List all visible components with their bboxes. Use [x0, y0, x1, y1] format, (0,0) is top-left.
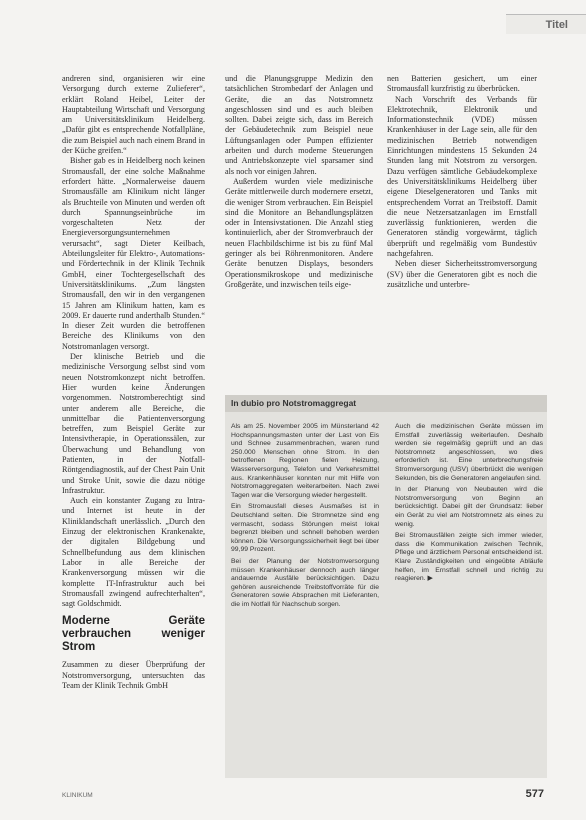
column-2: [225, 74, 373, 374]
col1-paragraph: Der klinische Betrieb und die medizinische Versorgung selbst sind vom neuen Notstromkonzept nicht betroffen. Hier wurden keine Änderungen vorgenommen. Notstromberechtigt sind unter anderem alle Bereiche, die unmittelbar die Patientenversorgung betreffen, zum Beispiel Geräte zur Intensivtherapie, in Operationssälen, zur Überwachung und Behandlung von Patienten, in der Notfall-Röntgendiagnostik, auf der Chest Pain Unit und Stroke Unit, sowie die dazu nötige Infrastruktur.: [62, 352, 205, 495]
column-1: [62, 74, 205, 782]
info-box-paragraph: Bei Stromausfällen zeigte sich immer wieder, dass die Kommunikation zwischen Technik, Pflege und ärztlichem Personal entscheidend ist. Klare Zuständigkeiten und eingeübte Abläufe helfen, im Ernstfall schnell und richtig zu reagieren. ▶: [395, 532, 543, 583]
section-label: Titel: [506, 14, 586, 34]
col1-paragraph: Zusammen zu dieser Überprüfung der Notstromversorgung, untersuchten das Team der Klinik Technik GmbH: [62, 660, 205, 691]
col1-paragraph: Bisher gab es in Heidelberg noch keinen Stromausfall, der eine solche Maßnahme erfordert hätte. „Normalerweise dauern Stromausfälle am Klinikum nicht länger als Bruchteile von Minuten und werden oft durch Spannungseinbrüche im vorgeschalteten Netz der Energieversorgungsunternehmen verursacht“, sagt Dieter Keilbach, Abteilungsleiter für Elektro-, Automations- und Fördertechnik in der Klinik Technik GmbH, einer Tochtergesellschaft des Universitätsklinikums. „Zum längsten Stromausfall, den wir in den vergangenen 15 Jahren am Klinikum hatten, kam es 2009. Er dauerte rund anderthalb Stunden.“ In dieser Zeit wurden die betroffenen Bereiche des Klinikums von den Notstromanlagen versorgt.: [62, 156, 205, 351]
info-box-paragraph: Auch die medizinischen Geräte müssen im Ernstfall zuverlässig weiterlaufen. Deshalb werden sie regelmäßig geprüft und an das Notstromnetz angeschlossen, wo dies erforderlich ist. Eine unterbrechungsfreie Stromversorgung (USV) überbrückt die wenigen Sekunden, bis die Generatoren angelaufen sind.: [395, 423, 543, 482]
subheading: Moderne Geräte verbrauchen weniger Strom: [62, 615, 205, 654]
info-box-column-1: [231, 423, 379, 773]
col1-paragraph: Auch ein konstanter Zugang zu Intra- und Internet ist heute in der Kliniklandschaft unerlässlich. „Durch den Einzug der elektronischen Krankenakte, der digitalen Bildgebung und Schnellbefundung aus dem klinischen Labor in alle Bereiche der Krankenversorgung müssen wir die komplette IT-Infrastruktur auch bei Stromausfall zwingend aufrechterhalten“, sagt Goldschmidt.: [62, 496, 205, 609]
info-box: [225, 395, 547, 778]
info-box-paragraph: Als am 25. November 2005 im Münsterland 42 Hochspannungsmasten unter der Last von Eis und Schnee zusammenbrachen, waren rund 250.000 Menschen ohne Strom. In den betroffenen Regionen fielen Heizung, Wasserversorgung, Telefon und Verkehrsmittel aus. Krankenhäuser konnten nur mit Hilfe von Notstromaggregaten weiterarbeiten. Nach zwei Tagen war die Versorgung wieder hergestellt.: [231, 423, 379, 499]
col2-paragraph: und die Planungsgruppe Medizin den tatsächlichen Strombedarf der Anlagen und Geräte, die an das Notstromnetz angeschlossen sind und es auch bleiben sollten. Dabei zeigte sich, dass im Bereich der Gebäudetechnik zum Beispiel neue Lüftungsanlagen oder Pumpen effizienter arbeiten und durch moderne Steuerungen und Antriebskonzepte viel sparsamer sind als noch vor einigen Jahren.: [225, 74, 373, 176]
footer-publication: KLINIKUM: [62, 792, 93, 799]
info-box-paragraph: Bei der Planung der Notstromversorgung müssen Krankenhäuser dennoch auch länger andauernde Ausfälle berücksichtigen. Dazu gehören ausreichende Treibstoffvorräte für die Generatoren sowie Absprachen mit Lieferanten, die im Notfall für Nachschub sorgen.: [231, 557, 379, 608]
info-box-paragraph: Ein Stromausfall dieses Ausmaßes ist in Deutschland selten. Die Stromnetze sind eng vermascht, sodass Störungen meist lokal begrenzt bleiben und schnell behoben werden können. Die Versorgungssicherheit liegt bei über 99,99 Prozent.: [231, 503, 379, 554]
col3-paragraph: Neben dieser Sicherheitsstromversorgung (SV) über die Generatoren gibt es noch die zusätzliche und unterbre-: [387, 259, 537, 289]
col2-paragraph: Außerdem wurden viele medizinische Geräte mittlerweile durch modernere ersetzt, die weniger Strom verbrauchen. Ein Beispiel sind die Monitore an Behandlungsplätzen oder in Intensivstationen. Die Anzahl stieg kontinuierlich, aber der Stromverbrauch der neuen Flachbildschirme ist bis zu fünf Mal geringer als bei Röhrenmonitoren. Andere Geräte benutzen Displays, besonders Operationsmikroskope und medizinische Großgeräte, und inzwischen teils eige-: [225, 176, 373, 289]
col3-paragraph: nen Batterien gesichert, um einer Stromausfall kurzfristig zu überbrücken.: [387, 74, 537, 94]
page-number: 577: [525, 788, 544, 800]
info-box-column-2: [395, 423, 543, 773]
col1-paragraph: andreren sind, organisieren wir eine Versorgung durch externe Zulieferer“, erklärt Roland Heibel, Leiter der Hauptabteilung Wirtschaft und Versorgung am Universitätsklinikum Heidelberg. „Dafür gibt es entsprechende Notfallpläne, die zum Beispiel auch nach einem Brand in der Küche greifen.“: [62, 74, 205, 156]
col3-paragraph: Nach Vorschrift des Verbands für Elektrotechnik, Elektronik und Informationstechnik (VDE) müssen Krankenhäuser in der Lage sein, alle für den medizinischen Betrieb notwendigen Einrichtungen mindestens 15 Sekunden 24 Stunden lang mit Notstrom zu versorgen. Dazu verfügen sämtliche Gebäudekomplexe des Universitätsklinikums Heidelberg über eigene Dieselgeneratoren und Tanks mit entsprechendem Vorrat an Treibstoff. Damit die neue Netzersatzanlagen im Ernstfall zuverlässig funktionieren, werden die Generatoren ständig vorgewärmt, täglich überprüft und regelmäßig vom Bundestüv nachgefahren.: [387, 94, 537, 259]
column-3: [387, 74, 537, 374]
info-box-title: In dubio pro Notstromaggregat: [225, 395, 547, 412]
info-box-paragraph: In der Planung von Neubauten wird die Notstromversorgung von Beginn an berücksichtigt. Dabei gilt der Grundsatz: lieber ein Gerät zu viel am Notstromnetz als eines zu wenig.: [395, 486, 543, 528]
